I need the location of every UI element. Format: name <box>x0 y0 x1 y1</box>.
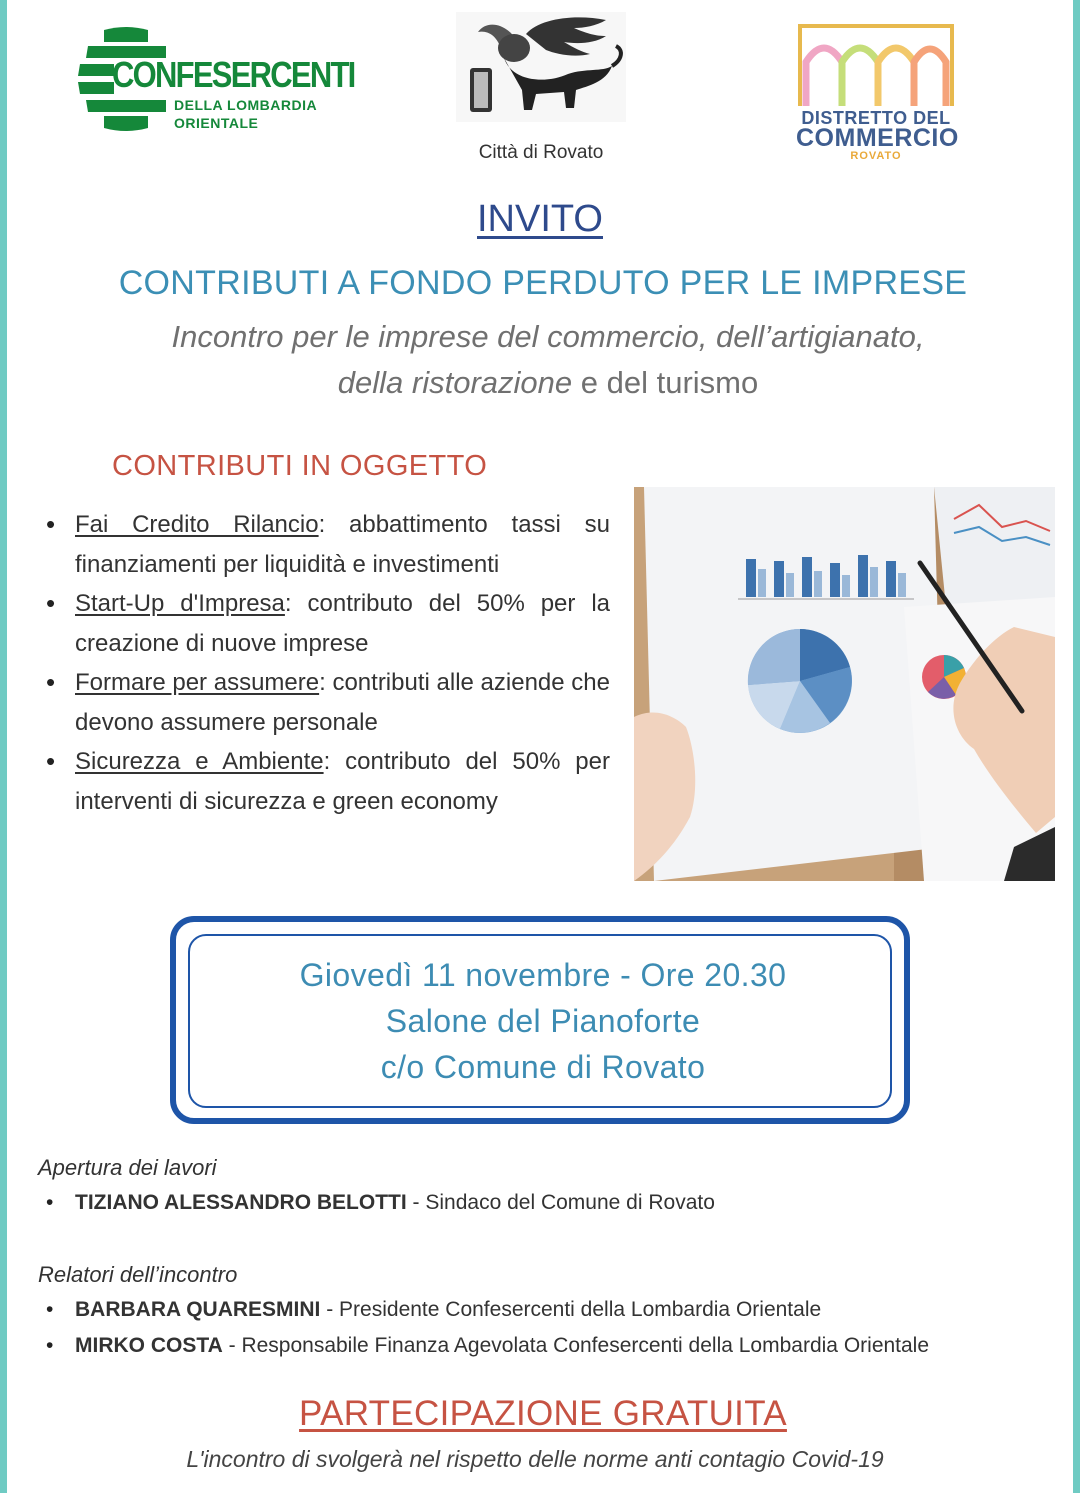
event-date-time: Giovedì 11 novembre - Ore 20.30 <box>299 957 787 993</box>
contributo-name: Sicurezza e Ambiente <box>75 748 324 775</box>
relatori-label: Relatori dell’incontro <box>38 1262 238 1287</box>
subtitle-line2 <box>0 360 1080 406</box>
subtitle <box>0 314 1080 406</box>
event-venue: Salone del Pianoforte <box>385 1003 701 1039</box>
list-item <box>46 1328 929 1364</box>
confesercenti-sub-line1: DELLA LOMBARDIA <box>174 97 318 113</box>
subtitle-line2-rest: e del turismo <box>572 365 759 400</box>
city-name-label: Città di Rovato <box>478 142 604 163</box>
list-item <box>46 1292 929 1328</box>
list-item <box>46 584 610 663</box>
confesercenti-logo <box>74 24 355 134</box>
contributo-name: Start-Up d'Impresa <box>75 590 285 617</box>
person-role: - Presidente Confesercenti della Lombardia Orientale <box>320 1298 822 1321</box>
distretto-line2: COMMERCIO <box>796 124 959 152</box>
arches-icon <box>796 22 956 108</box>
distretto-commercio-logo <box>796 22 959 172</box>
list-item <box>46 505 610 584</box>
contributi-section-title: CONTRIBUTI IN OGGETTO <box>112 450 488 482</box>
pie-chart-icon <box>748 629 852 733</box>
charts-paperwork-photo <box>634 487 1055 881</box>
contributi-list <box>46 505 610 821</box>
person-name: TIZIANO ALESSANDRO BELOTTI <box>75 1191 407 1214</box>
confesercenti-subtitle <box>174 96 317 132</box>
contributo-desc: : abbattimento tassi su finanziamenti per liquidità e investimenti <box>75 511 610 578</box>
confesercenti-sub-line2: ORIENTALE <box>174 115 259 131</box>
apertura-label: Apertura dei lavori <box>38 1155 217 1180</box>
contributo-desc: : contributi alle aziende che devono assumere personale <box>75 669 610 736</box>
person-name: MIRKO COSTA <box>75 1334 223 1357</box>
event-details <box>188 952 898 1090</box>
person-role: - Sindaco del Comune di Rovato <box>406 1191 715 1214</box>
list-item <box>46 742 610 821</box>
relatori-list <box>46 1292 929 1364</box>
city-of-rovato-logo <box>456 12 626 162</box>
covid-note: L'incontro di svolgerà nel rispetto delle norme anti contagio Covid-19 <box>186 1446 884 1472</box>
list-item <box>46 1185 715 1221</box>
person-name: BARBARA QUARESMINI <box>75 1298 321 1321</box>
contributo-name: Formare per assumere <box>75 669 320 696</box>
invito-heading: INVITO <box>477 198 603 240</box>
person-role: - Responsabile Finanza Agevolata Confesercenti della Lombardia Orientale <box>222 1334 930 1357</box>
distretto-line1: DISTRETTO DEL <box>801 108 951 128</box>
confesercenti-wordmark: CONFESERCENTI <box>112 54 355 95</box>
subtitle-line1: Incontro per le imprese del commercio, dell’artigianato, <box>171 319 925 354</box>
free-participation-heading: PARTECIPAZIONE GRATUITA <box>299 1394 787 1433</box>
distretto-line3: ROVATO <box>850 150 902 162</box>
contributo-name: Fai Credito Rilancio <box>75 511 319 538</box>
list-item <box>46 663 610 742</box>
winged-lion-crest-icon <box>456 12 626 122</box>
apertura-list <box>46 1185 715 1221</box>
subtitle-line2-italic: della ristorazione <box>337 365 573 400</box>
main-title: CONTRIBUTI A FONDO PERDUTO PER LE IMPRESE <box>118 264 968 302</box>
event-location: c/o Comune di Rovato <box>380 1049 706 1085</box>
contributo-desc: : contributo del 50% per la creazione di nuove imprese <box>75 590 610 657</box>
contributo-desc: : contributo del 50% per interventi di sicurezza e green economy <box>75 748 610 815</box>
